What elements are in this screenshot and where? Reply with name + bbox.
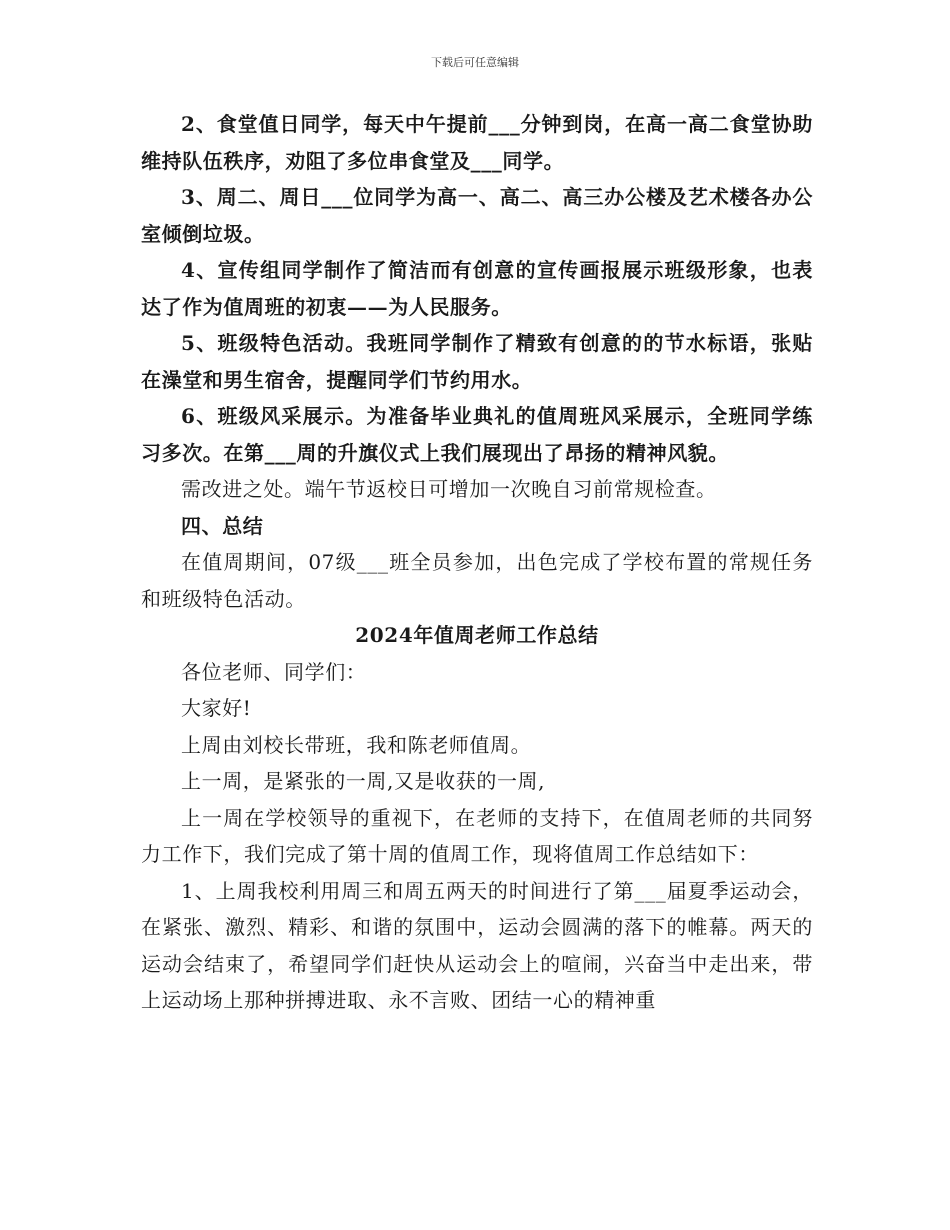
section-title: 2024年值周老师工作总结: [355, 623, 599, 647]
paragraph-item-4: 4、宣传组同学制作了简洁而有创意的宣传画报展示班级形象，也表达了作为值周班的初衷——为人民服务。: [141, 258, 813, 319]
paragraph-sports-meet: 1、上周我校利用周三和周五两天的时间进行了第___届夏季运动会，在紧张、激烈、精彩、和谐的氛围中，运动会圆满的落下的帷幕。两天的运动会结束了，希望同学们赶快从运动会上的喧闹，兴奋当中走出来，带上运动场上那种拼搏进取、永不言败、团结一心的精神重: [141, 878, 813, 1012]
paragraph-summary-intro: 上一周在学校领导的重视下，在老师的支持下，在值周老师的共同努力工作下，我们完成了第十周的值周工作，现将值周工作总结如下：: [141, 805, 813, 866]
paragraph-duty-info: 上周由刘校长带班，我和陈老师值周。: [181, 732, 532, 757]
paragraph-item-3: 3、周二、周日___位同学为高一、高二、高三办公楼及艺术楼各办公室倾倒垃圾。: [141, 185, 813, 246]
document-body: [141, 106, 813, 1019]
paragraph-improvement: 需改进之处。端午节返校日可增加一次晚自习前常规检查。: [181, 477, 717, 501]
paragraph-item-6: 6、班级风采展示。为准备毕业典礼的值周班风采展示，全班同学练习多次。在第___周的升旗仪式上我们展现出了昂扬的精神风貌。: [141, 404, 813, 465]
paragraph-hello: 大家好!: [181, 696, 252, 720]
summary-heading: 四、总结: [181, 513, 264, 538]
paragraph-week-review: 上一周，是紧张的一周,又是收获的一周,: [181, 769, 546, 793]
page-header: 下载后可任意编辑: [431, 56, 519, 69]
paragraph-item-5: 5、班级特色活动。我班同学制作了精致有创意的的节水标语，张贴在澡堂和男生宿舍，提醒同学们节约用水。: [141, 331, 813, 392]
paragraph-item-2: 2、食堂值日同学，每天中午提前___分钟到岗，在高一高二食堂协助维持队伍秩序，劝阻了多位串食堂及___同学。: [141, 112, 813, 173]
paragraph-greeting: 各位老师、同学们：: [181, 659, 367, 684]
paragraph-summary: 在值周期间，07级___班全员参加，出色完成了学校布置的常规任务和班级特色活动。: [141, 550, 813, 611]
